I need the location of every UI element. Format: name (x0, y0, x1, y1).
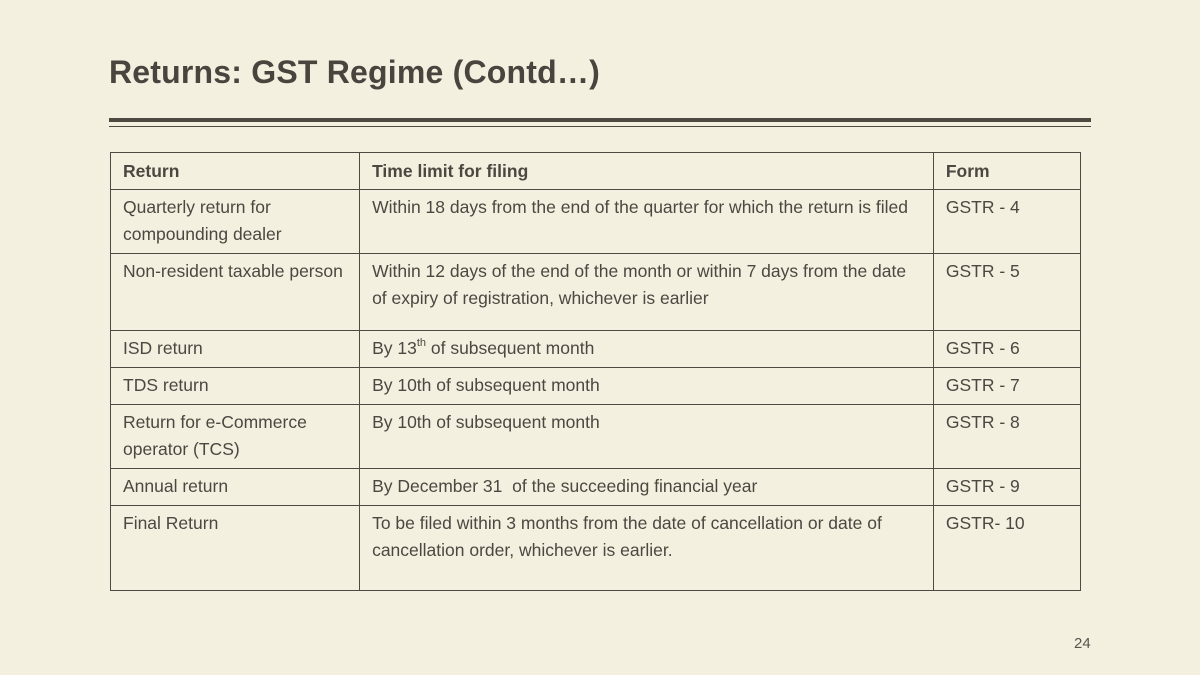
cell-return: Quarterly return for compounding dealer (111, 190, 360, 254)
time-limit-suffix: of subsequent month (426, 338, 595, 358)
title-rule-thick (109, 118, 1091, 122)
table-row (111, 254, 1081, 331)
cell-time-limit: By 10th of subsequent month (360, 368, 934, 405)
header-time-limit: Time limit for filing (360, 153, 934, 190)
title-rule-thin (109, 126, 1091, 127)
cell-return: Non-resident taxable person (111, 254, 360, 331)
table-row (111, 506, 1081, 591)
returns-table (110, 152, 1081, 591)
header-return: Return (111, 153, 360, 190)
table-row (111, 469, 1081, 506)
cell-time-limit (360, 331, 934, 368)
cell-time-limit: By 10th of subsequent month (360, 405, 934, 469)
ordinal-suffix: th (416, 337, 426, 350)
cell-form: GSTR - 7 (933, 368, 1080, 405)
cell-return: Final Return (111, 506, 360, 591)
cell-form: GSTR - 8 (933, 405, 1080, 469)
cell-form: GSTR - 6 (933, 331, 1080, 368)
cell-return: ISD return (111, 331, 360, 368)
page-number: 24 (1074, 635, 1091, 652)
table-header-row (111, 153, 1081, 190)
table-row (111, 368, 1081, 405)
table-row (111, 331, 1081, 368)
cell-form: GSTR- 10 (933, 506, 1080, 591)
cell-form: GSTR - 5 (933, 254, 1080, 331)
cell-return: TDS return (111, 368, 360, 405)
time-limit-prefix: By 13 (372, 338, 417, 358)
cell-time-limit: Within 12 days of the end of the month or within 7 days from the date of expiry of registration, whichever is earlier (360, 254, 934, 331)
table-row (111, 405, 1081, 469)
cell-return: Return for e-Commerce operator (TCS) (111, 405, 360, 469)
cell-return: Annual return (111, 469, 360, 506)
slide-title: Returns: GST Regime (Contd…) (109, 54, 600, 90)
cell-time-limit: Within 18 days from the end of the quarter for which the return is filed (360, 190, 934, 254)
table-row (111, 190, 1081, 254)
header-form: Form (933, 153, 1080, 190)
cell-time-limit: To be filed within 3 months from the date of cancellation or date of cancellation order, whichever is earlier. (360, 506, 934, 591)
cell-form: GSTR - 4 (933, 190, 1080, 254)
cell-form: GSTR - 9 (933, 469, 1080, 506)
cell-time-limit: By December 31 of the succeeding financial year (360, 469, 934, 506)
